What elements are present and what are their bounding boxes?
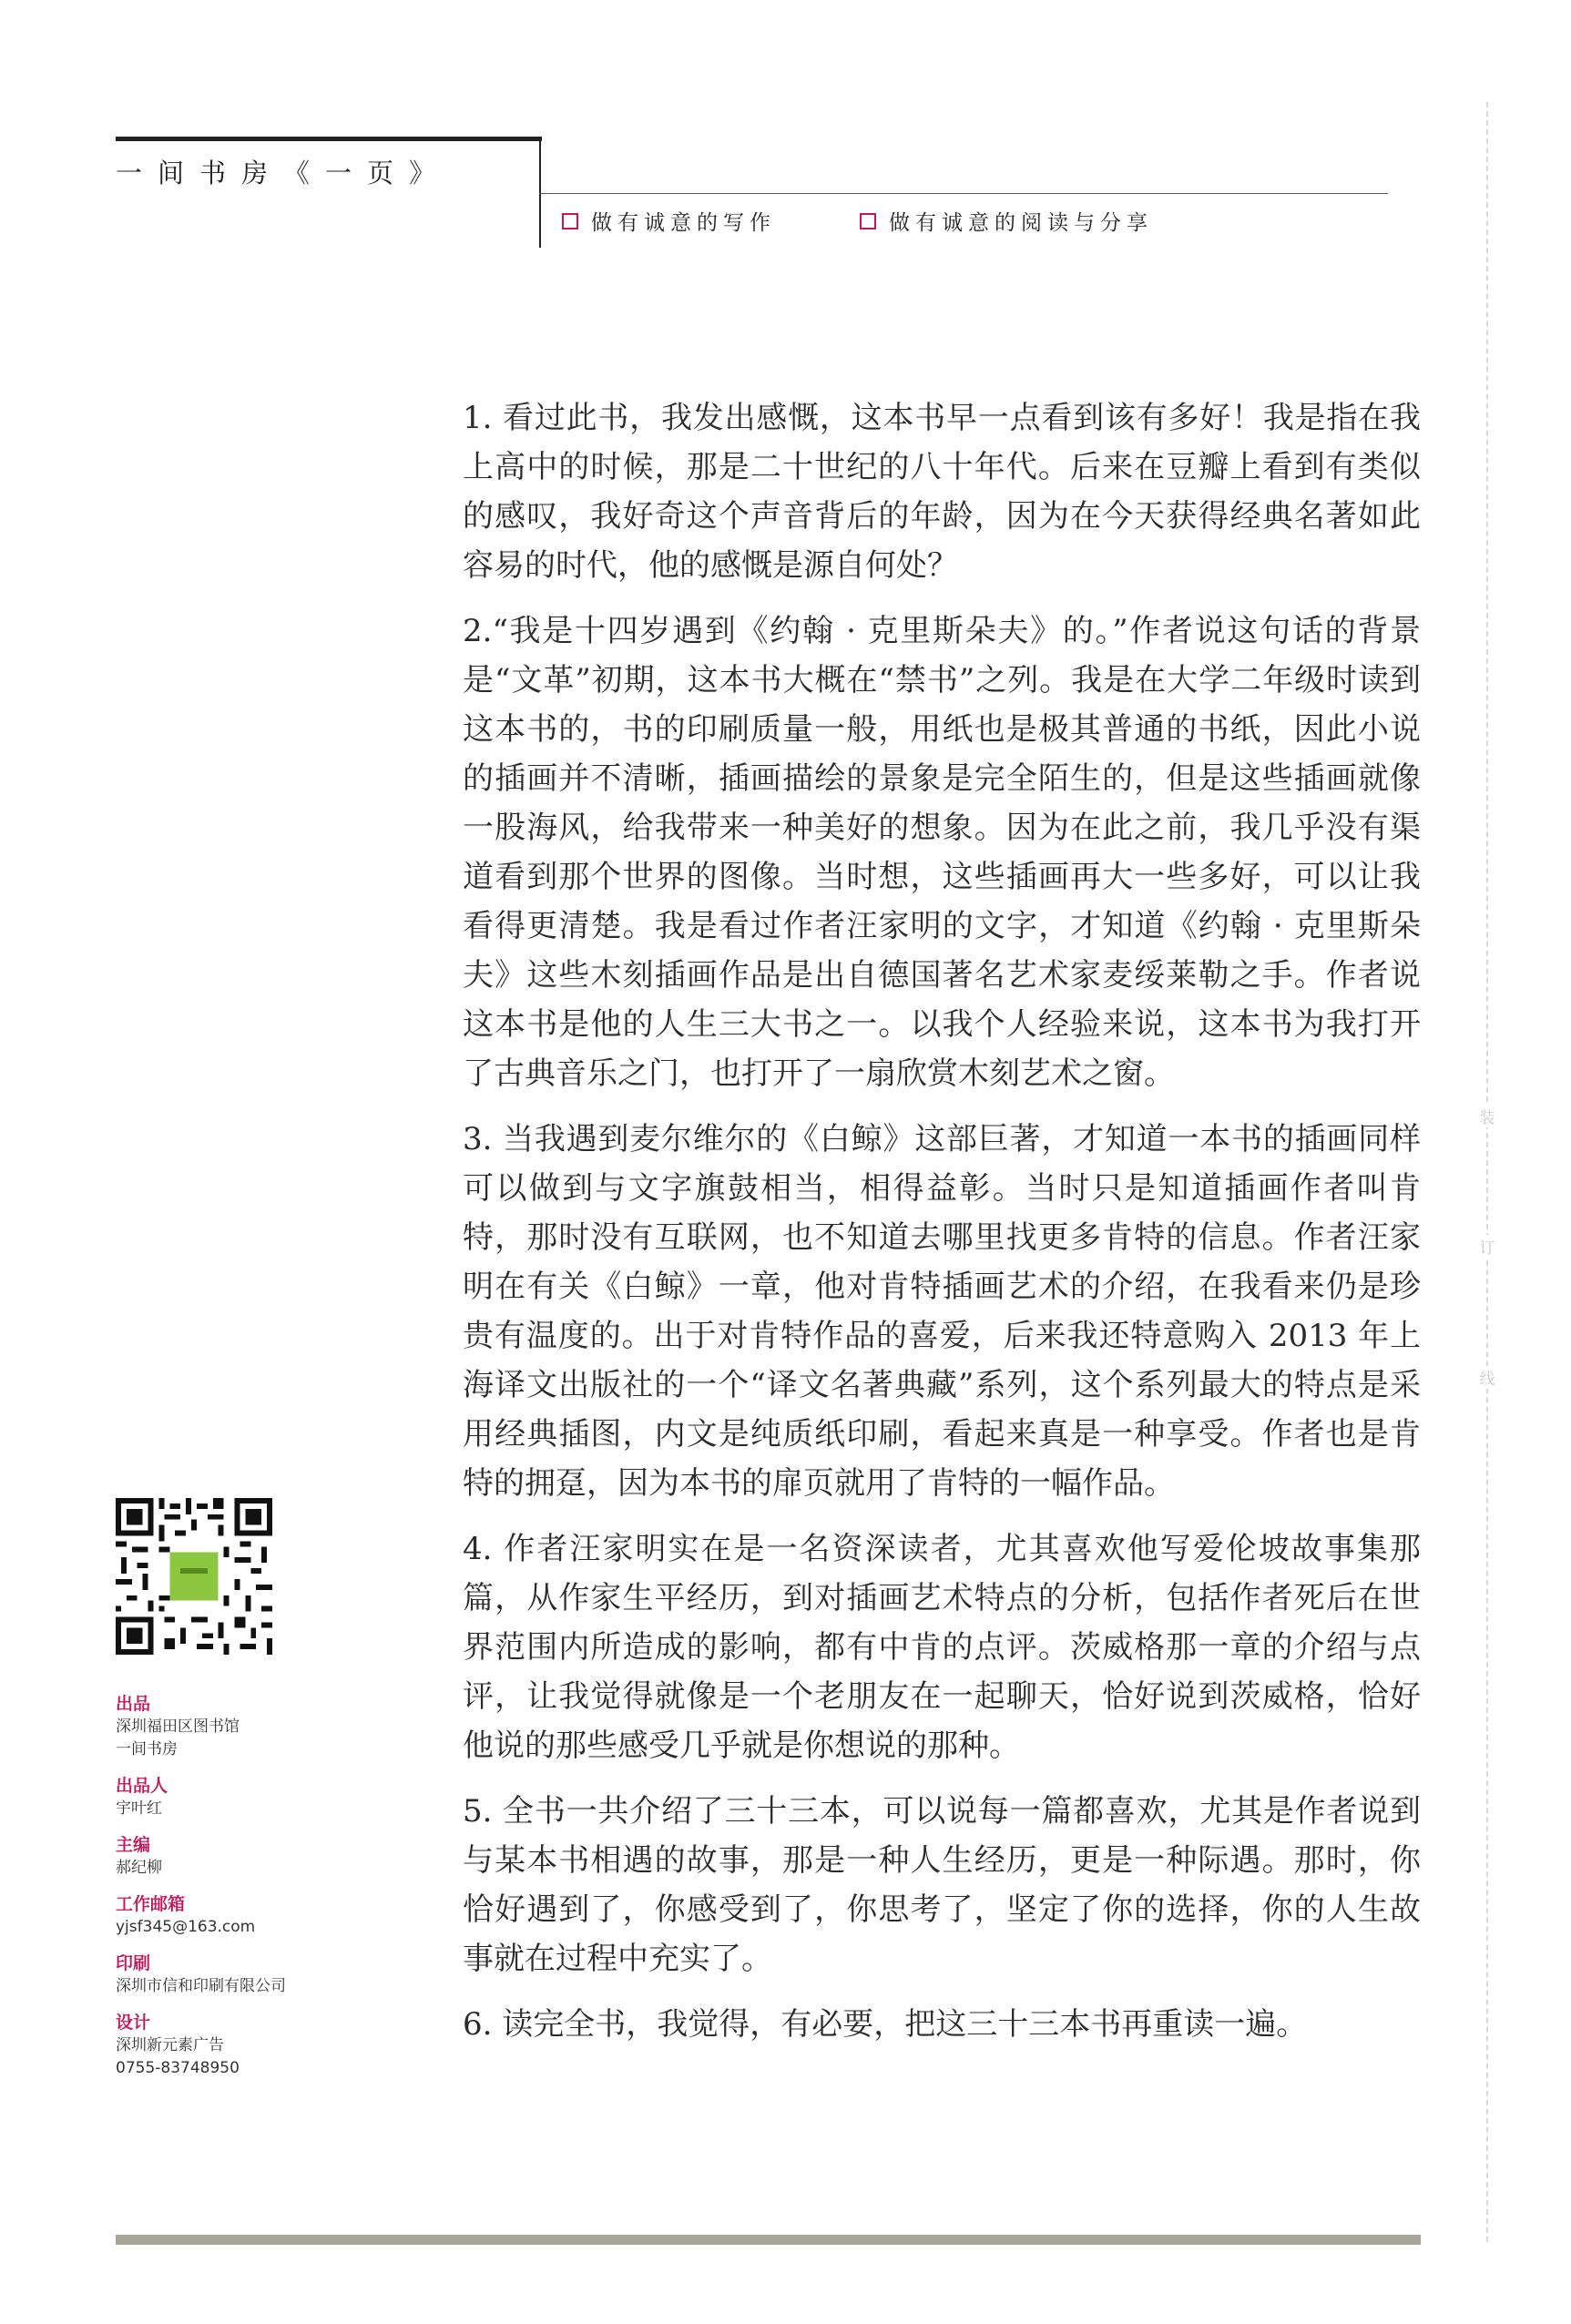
article-body [463,393,1421,2065]
credit-label: 设计 [116,2013,151,2033]
binding-mark: 线 [1475,1366,1499,1389]
article-paragraph: 4. 作者汪家明实在是一名资深读者，尤其喜欢他写爱伦坡故事集那篇，从作家生平经历，到对插画艺术特点的分析，包括作者死后在世界范围内所造成的影响，都有中肯的点评。茨威格那一章的介绍与点评，让我觉得就像是一个老朋友在一起聊天，恰好说到茨威格，恰好他说的那些感受几乎就是你想说的那种。 [463,1531,1421,1764]
checkbox-square-icon [860,213,876,229]
footer-bar [116,2235,1421,2245]
tagline-writing [562,206,776,236]
credit-label: 工作邮箱 [116,1894,186,1914]
credit-producer [116,1692,389,1761]
checkbox-square-icon [562,213,578,229]
header-divider-horizontal [539,193,1388,194]
article-paragraph: 3. 当我遇到麦尔维尔的《白鲸》这部巨著，才知道一本书的插画同样可以做到与文字旗鼓相当，相得益彰。当时只是知道插画作者叫肯特，那时没有互联网，也不知道去哪里找更多肯特的信息。作者汪家明在有关《白鲸》一章，他对肯特插画艺术的介绍，在我看来仍是珍贵有温度的。出于对肯特作品的喜爱，后来我还特意购入 2013 年上海译文出版社的一个“译文名著典藏”系列，这个系列最大的特点是采用经典插图，内文是纯质纸印刷，看起来真是一种享受。作者也是肯特的拥趸，因为本书的扉页就用了肯特的一幅作品。 [463,1121,1421,1502]
binding-mark: 装 [1475,1105,1499,1127]
publication-title: 一间书房《一页》 [116,158,452,189]
qr-code [116,1498,272,1655]
email-address[interactable]: yjsf345@163.com [116,1918,256,1936]
credits-block [116,1692,389,2093]
phone-number: 0755-83748950 [116,2059,240,2077]
binding-mark: 订 [1475,1235,1499,1258]
credit-design [116,2011,389,2080]
article-paragraph: 5. 全书一共介绍了三十三本，可以说每一篇都喜欢，尤其是作者说到与某本书相遇的故事，那是一种人生经历，更是一种际遇。那时，你恰好遇到了，你感受到了，你思考了，坚定了你的选择，你的人生故事就在过程中充实了。 [463,1793,1421,1977]
credit-value: 深圳新元素广告 [116,2036,224,2054]
credit-label: 出品 [116,1694,151,1714]
credit-value: 深圳福田区图书馆 [116,1718,240,1736]
credit-value: 一间书房 [116,1740,178,1758]
header-rule [116,137,542,141]
binding-dashed-line [1486,102,1488,2242]
credit-publisher [116,1774,389,1820]
article-paragraph: 1. 看过此书，我发出感慨，这本书早一点看到该有多好！我是指在我上高中的时候，那是二十世纪的八十年代。后来在豆瓣上看到有类似的感叹，我好奇这个声音背后的年龄，因为在今天获得经典名著如此容易的时代，他的感慨是源自何处？ [463,400,1421,584]
credit-label: 主编 [116,1835,151,1855]
article-paragraph: 2.“我是十四岁遇到《约翰 · 克里斯朵夫》的。”作者说这句话的背景是“文革”初期，这本书大概在“禁书”之列。我是在大学二年级时读到这本书的，书的印刷质量一般，用纸也是极其普通的书纸，因此小说的插画并不清晰，插画描绘的景象是完全陌生的，但是这些插画就像一股海风，给我带来一种美好的想象。因为在此之前，我几乎没有渠道看到那个世界的图像。当时想，这些插画再大一些多好，可以让我看得更清楚。我是看过作者汪家明的文字，才知道《约翰 · 克里斯朵夫》这些木刻插画作品是出自德国著名艺术家麦绥莱勒之手。作者说这本书是他的人生三大书之一。以我个人经验来说，这本书为我打开了古典音乐之门，也打开了一扇欣赏木刻艺术之窗。 [463,613,1421,1092]
credit-label: 印刷 [116,1953,151,1973]
tagline-reading [860,206,1153,236]
tagline-text: 做有诚意的写作 [591,211,776,235]
qr-code-image [116,1498,272,1655]
credit-printing [116,1952,389,1998]
article-paragraph: 6. 读完全书，我觉得，有必要，把这三十三本书再重读一遍。 [463,2006,1308,2043]
credit-editor [116,1833,389,1880]
credit-value: 宇叶红 [116,1799,162,1818]
credit-email [116,1892,389,1939]
header-divider-vertical [539,137,541,248]
credit-value: 深圳市信和印刷有限公司 [116,1977,286,1995]
credit-label: 出品人 [116,1776,168,1796]
tagline-text: 做有诚意的阅读与分享 [889,211,1153,235]
credit-value: 郝纪柳 [116,1859,162,1877]
